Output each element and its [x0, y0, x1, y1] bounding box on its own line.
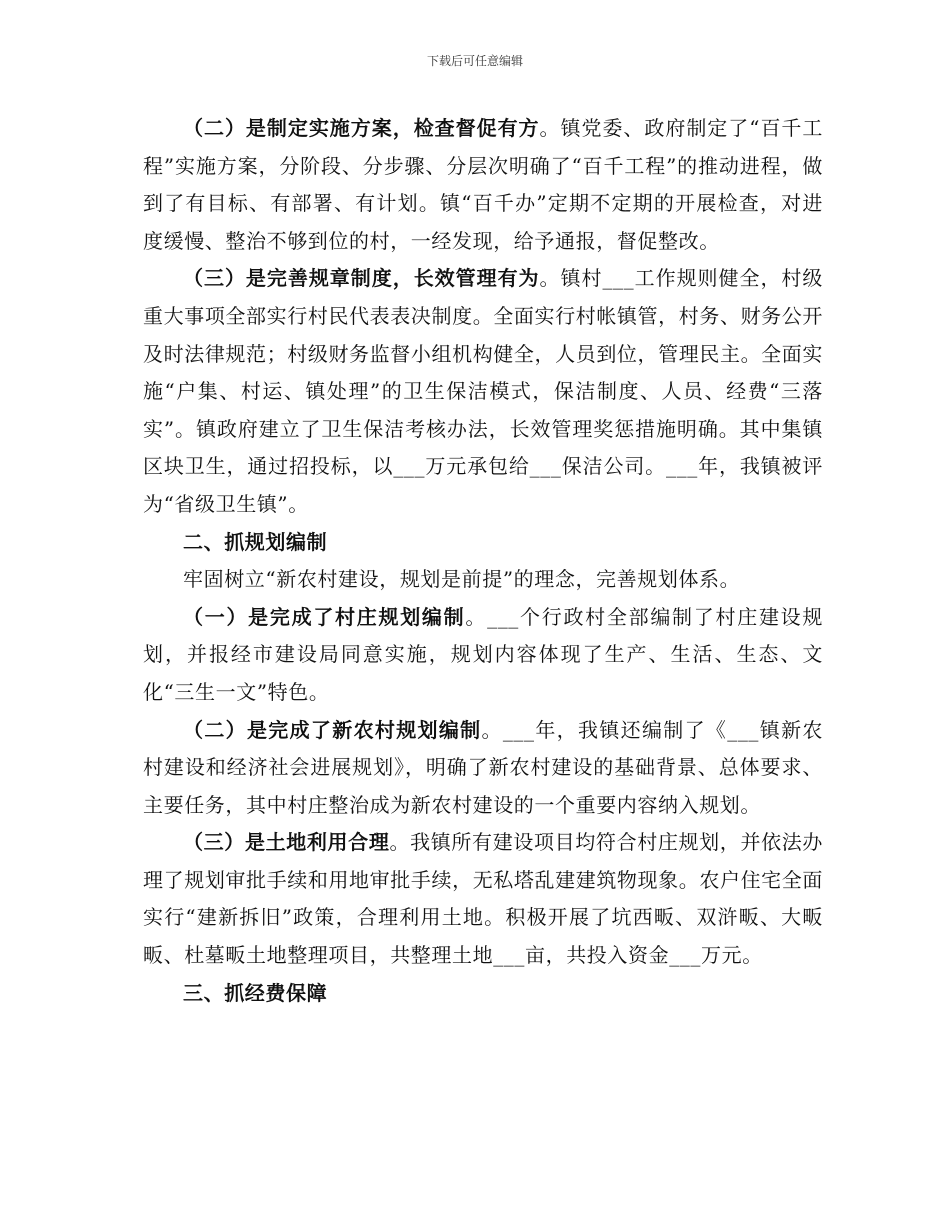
page-header: 下载后可任意编辑 — [426, 54, 523, 68]
paragraph-lead: （二）是完成了新农村规划编制 — [183, 717, 482, 742]
document-body — [143, 110, 823, 1012]
paragraph-lead: （二）是制定实施方案，检查督促有方 — [183, 116, 540, 140]
paragraph-measures-2 — [143, 110, 823, 260]
paragraph-planning-intro — [143, 561, 823, 599]
paragraph-text: 。镇党委、政府制定了“百千工程”实施方案，分阶段、分步骤、分层次明确了“百千工程”的推动进程，做到了有目标、有部署、有计划。镇“百千办”定期不定期的开展检查，对进度缓慢、整治不够到位的村，一经发现，给予通报，督促整改。 — [143, 116, 823, 253]
paragraph-planning-1 — [143, 599, 823, 712]
paragraph-lead: （一）是完成了村庄规划编制 — [183, 604, 466, 629]
paragraph-text: 。___年，我镇还编制了《___镇新农村建设和经济社会进展规划》，明确了新农村建设的基础背景、总体要求、主要任务，其中村庄整治成为新农村建设的一个重要内容纳入规划。 — [143, 717, 823, 817]
paragraph-planning-2 — [143, 712, 823, 825]
paragraph-text: 。我镇所有建设项目均符合村庄规划，并依法办理了规划审批手续和用地审批手续，无私塔乱建建筑物现象。农户住宅全面实行“建新拆旧”政策，合理利用土地。积极开展了坑西畈、双浒畈、大畈畈、杜墓畈土地整理项目，共整理土地___亩，共投入资金___万元。 — [143, 830, 823, 968]
paragraph-lead: （三）是土地利用合理 — [183, 830, 390, 855]
paragraph-text: 。___个行政村全部编制了村庄建设规划，并报经市建设局同意实施，规划内容体现了生产、生活、生态、文化“三生一文”特色。 — [143, 604, 823, 704]
section-heading-planning: 二、抓规划编制 — [183, 529, 328, 554]
paragraph-text: 牢固树立“新农村建设，规划是前提”的理念，完善规划体系。 — [183, 567, 741, 592]
paragraph-text: 。镇村___工作规则健全，村级重大事项全部实行村民代表表决制度。全面实行村帐镇管，村务、财务公开及时法律规范；村级财务监督小组机构健全，人员到位，管理民主。全面实施“户集、村运、镇处理”的卫生保洁模式，保洁制度、人员、经费“三落实”。镇政府建立了卫生保洁考核办法，长效管理奖惩措施明确。其中集镇区块卫生，通过招投标，以___万元承包给___保洁公司。___年，我镇被评为“省级卫生镇”。 — [143, 266, 823, 516]
paragraph-planning-3 — [143, 824, 823, 974]
paragraph-measures-3 — [143, 260, 823, 523]
section-heading-funding: 三、抓经费保障 — [183, 980, 328, 1005]
paragraph-lead: （三）是完善规章制度，长效管理有为 — [183, 266, 540, 291]
